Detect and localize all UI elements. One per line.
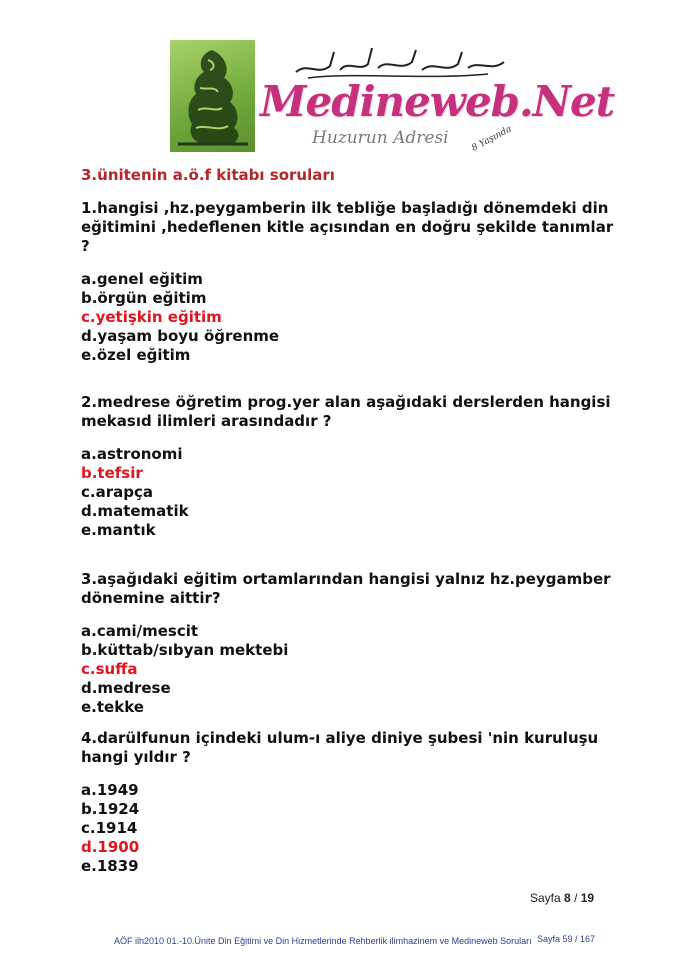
answer-option: b.küttab/sıbyan mektebi [81,641,289,659]
correct-answer-option: b.tefsir [81,464,143,482]
footer-text: AÖF ilh2010 01.-10.Ünite Din Eğitimi ve Din Hizmetlerinde Rehberlik ilimhazinem ve Medineweb Soruları [114,936,532,946]
question-text: 1.hangisi ,hz.peygamberin ilk tebliğe başladığı dönemdeki din eğitimini ,hedeflenen kitle açısından en doğru şekilde tanımlar ? [81,199,614,255]
basmala-calligraphy-icon [288,42,513,82]
basmala-calligraphy [288,42,513,82]
answer-option: e.1839 [81,857,139,875]
correct-answer-option: c.suffa [81,660,138,678]
answer-option: b.örgün eğitim [81,289,207,307]
answer-option: c.1914 [81,819,138,837]
question-text: 4.darülfunun içindeki ulum-ı aliye diniye şubesi 'nin kuruluşu hangi yıldır ? [81,729,599,766]
answer-option: a.cami/mescit [81,622,199,640]
correct-answer-option: c.yetişkin eğitim [81,308,222,326]
site-name: Medineweb.Net [260,77,615,126]
page-number-separator: / [574,891,578,905]
footer-page-label: Sayfa 59 / 167 [537,934,596,944]
answer-option: e.tekke [81,698,144,716]
calligraphy-figure-icon [170,40,255,152]
answer-option: a.1949 [81,781,139,799]
medineweb-logo [170,40,615,154]
answer-option: a.genel eğitim [81,270,203,288]
answer-option: e.mantık [81,521,156,539]
calligraphy-figure-logo [170,40,255,152]
answer-option: d.matematik [81,502,189,520]
answer-option: a.astronomi [81,445,183,463]
question-text: 2.medrese öğretim prog.yer alan aşağıdaki derslerden hangisi mekasıd ilimleri arasındadır ? [81,393,611,430]
answer-option: b.1924 [81,800,140,818]
answer-option: d.yaşam boyu öğrenme [81,327,280,345]
page-number-label: Sayfa [530,891,561,905]
document-body [81,166,621,876]
answer-option: d.medrese [81,679,171,697]
section-heading: 3.ünitenin a.ö.f kitabı soruları [81,166,335,184]
correct-answer-option: d.1900 [81,838,140,856]
answer-option: e.özel eğitim [81,346,191,364]
answer-option: c.arapça [81,483,153,501]
page-number [530,891,594,905]
page-number-current: 8 [564,891,571,905]
site-tagline: Huzurun Adresi [312,128,449,148]
page-number-total: 19 [580,891,595,905]
age-badge: 8 Yaşında [470,124,514,154]
question-text: 3.aşağıdaki eğitim ortamlarından hangisi yalnız hz.peygamber dönemine aittir? [81,570,611,607]
